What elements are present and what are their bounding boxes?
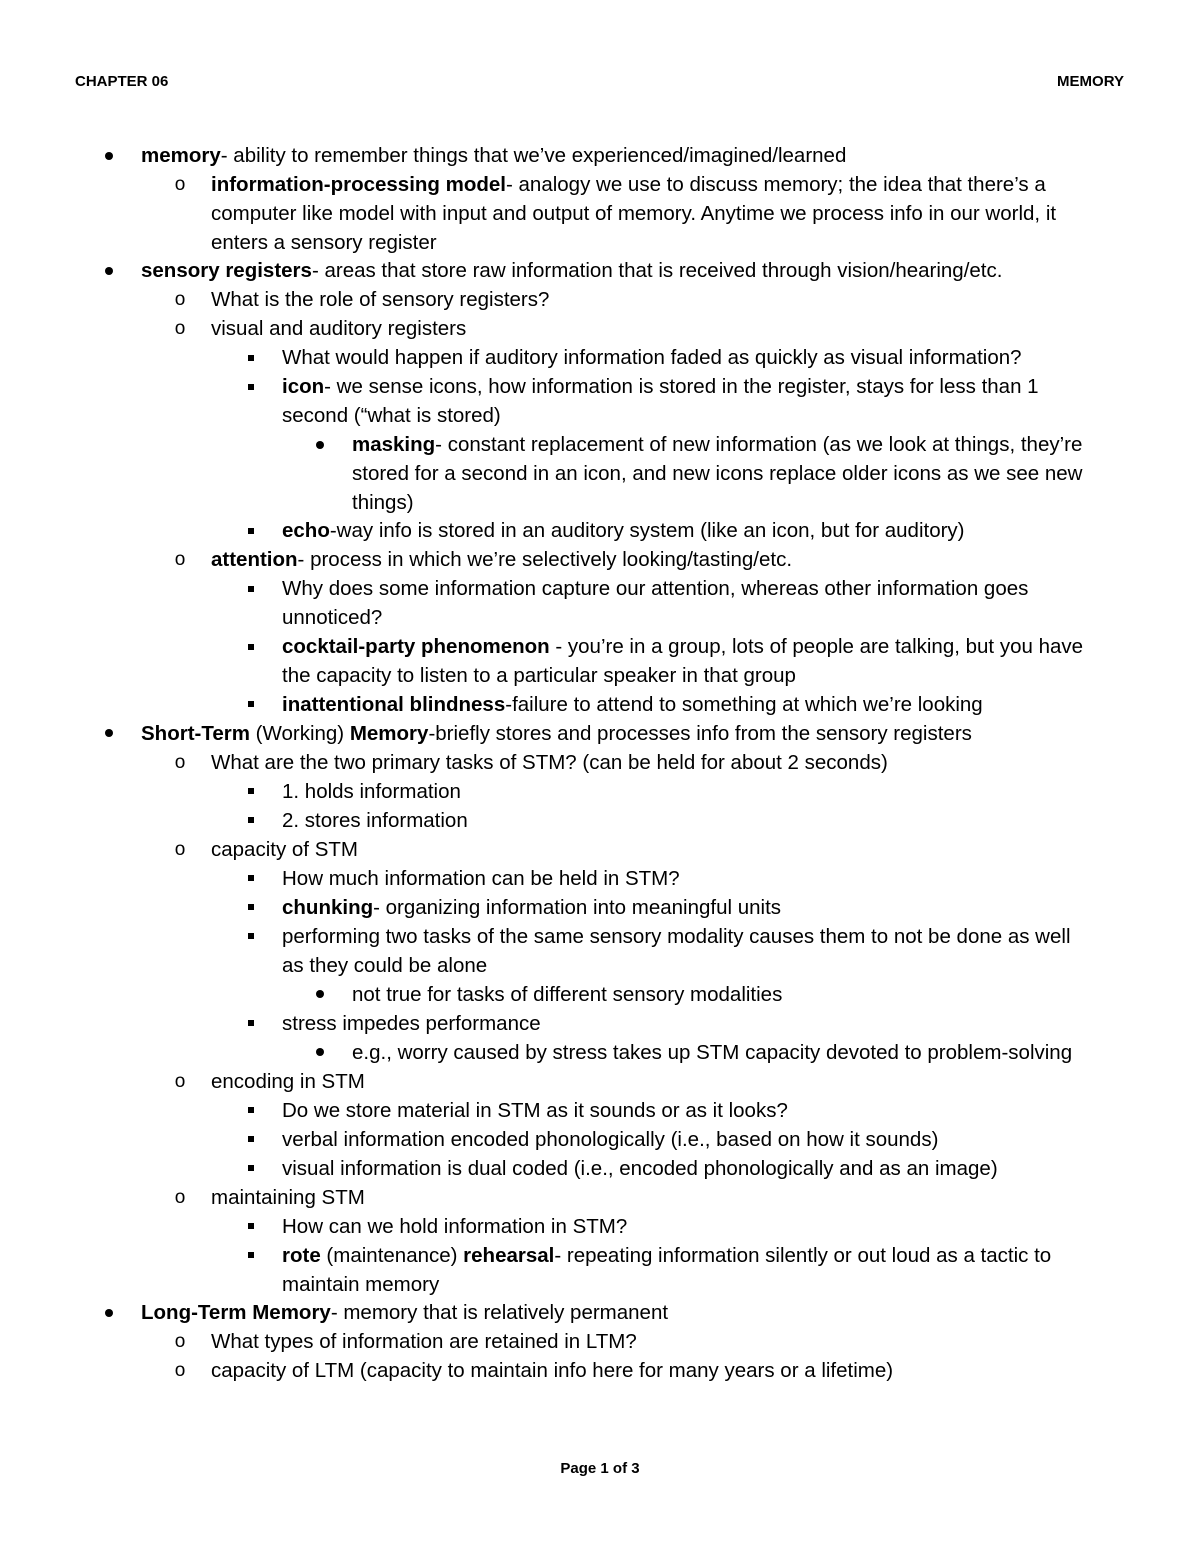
- outline-line-level-2: [0, 748, 1200, 777]
- term-bold: Memory: [349, 721, 429, 745]
- bullet-dot-icon: [313, 1038, 327, 1067]
- text-run: stored for a second in an icon, and new icons replace older icons as we see new: [352, 462, 1083, 486]
- line-text: [211, 545, 792, 574]
- outline-line-level-1: [0, 141, 1200, 170]
- term-bold: Long-Term Memory: [141, 1301, 331, 1325]
- text-run: - we sense icons, how information is stored in the register, stays for less than 1: [324, 375, 1039, 399]
- text-run: stress impedes performance: [282, 1011, 541, 1035]
- bullet-dot-icon: [102, 719, 116, 748]
- bullet-dot-icon: [102, 256, 116, 285]
- bullet-circle-icon: o: [174, 1331, 186, 1353]
- line-text: [211, 199, 1056, 228]
- bullet-square-icon: [244, 1154, 258, 1183]
- bullet-square-icon: [244, 864, 258, 893]
- outline-line-level-4: [0, 1038, 1200, 1067]
- line-text: [352, 430, 1082, 459]
- line-text: [282, 1009, 541, 1038]
- bullet-square-icon: [244, 806, 258, 835]
- bullet-square-icon: [244, 922, 258, 951]
- line-text: [211, 228, 437, 257]
- outline-line-level-2: [0, 1327, 1200, 1356]
- bullet-circle-icon: o: [174, 838, 186, 860]
- bullet-dot-icon: [102, 141, 116, 170]
- bullet-circle-icon: o: [174, 549, 186, 571]
- text-run: performing two tasks of the same sensory modality causes them to not be done as well: [282, 924, 1071, 948]
- outline-line-level-3: [0, 951, 1200, 980]
- line-text: [352, 980, 782, 1009]
- outline-line-level-3: [0, 603, 1200, 632]
- bullet-circle-icon: o: [174, 318, 186, 340]
- text-run: What are the two primary tasks of STM? (can be held for about 2 seconds): [211, 750, 888, 774]
- text-run: How much information can be held in STM?: [282, 866, 680, 890]
- line-text: [141, 719, 972, 748]
- line-text: [211, 1183, 365, 1212]
- bullet-circle-icon: o: [174, 1186, 186, 1208]
- line-text: [282, 372, 1039, 401]
- bullet-circle-icon: o: [174, 1070, 186, 1092]
- outline-line-level-1: [0, 719, 1200, 748]
- outline-line-level-4: [0, 980, 1200, 1009]
- line-text: [282, 951, 487, 980]
- outline-line-level-3: [0, 893, 1200, 922]
- text-run: -failure to attend to something at which we’re looking: [505, 692, 983, 716]
- line-text: [282, 893, 781, 922]
- text-run: computer like model with input and output of memory. Anytime we process info in our world, it: [211, 202, 1057, 225]
- text-run: the capacity to listen to a particular speaker in that group: [282, 664, 796, 688]
- text-run: (maintenance): [320, 1243, 464, 1267]
- bullet-square-icon: [244, 372, 258, 401]
- outline-line-level-3: [0, 690, 1200, 719]
- term-bold: rehearsal: [463, 1243, 555, 1267]
- outline-line-level-3: [0, 1270, 1200, 1299]
- notes-body: [0, 141, 1200, 1385]
- text-run: - process in which we’re selectively looking/tasting/etc.: [297, 548, 793, 572]
- text-run: as they could be alone: [282, 953, 488, 977]
- header-chapter: CHAPTER 06: [75, 73, 169, 90]
- text-run: (Working): [249, 721, 350, 745]
- line-text: [282, 922, 1071, 951]
- outline-line-level-1: [0, 1298, 1200, 1327]
- header-topic: MEMORY: [1057, 73, 1124, 90]
- term-bold: cocktail-party phenomenon: [282, 635, 550, 659]
- line-text: [211, 748, 888, 777]
- outline-line-level-3: [0, 1125, 1200, 1154]
- text-run: - constant replacement of new information (as we look at things, they’re: [435, 433, 1083, 457]
- outline-line-level-2: [0, 835, 1200, 864]
- outline-line-level-2: [0, 1356, 1200, 1385]
- text-run: How can we hold information in STM?: [282, 1214, 628, 1238]
- line-text: [211, 314, 466, 343]
- outline-line-level-1: [0, 256, 1200, 285]
- bullet-square-icon: [244, 893, 258, 922]
- text-run: - repeating information silently or out loud as a tactic to: [554, 1243, 1052, 1267]
- text-run: Do we store material in STM as it sounds or as it looks?: [282, 1098, 788, 1122]
- text-run: e.g., worry caused by stress takes up STM capacity devoted to problem-solving: [352, 1040, 1073, 1064]
- bullet-square-icon: [244, 690, 258, 719]
- text-run: things): [352, 490, 414, 514]
- line-text: [352, 1038, 1072, 1067]
- text-run: What would happen if auditory information faded as quickly as visual information?: [282, 346, 1022, 370]
- outline-line-level-3: [0, 1154, 1200, 1183]
- bullet-square-icon: [244, 1241, 258, 1270]
- line-text: [282, 574, 1028, 603]
- line-text: [211, 285, 549, 314]
- bullet-dot-icon: [313, 980, 327, 1009]
- line-text: [352, 459, 1082, 488]
- bullet-circle-icon: o: [174, 289, 186, 311]
- outline-line-level-2: [0, 170, 1200, 199]
- text-run: 1. holds information: [282, 779, 461, 803]
- outline-line-level-3: [0, 632, 1200, 661]
- text-run: - memory that is relatively permanent: [330, 1301, 669, 1325]
- line-text: [282, 603, 382, 632]
- term-bold: echo: [282, 519, 330, 543]
- text-run: second (“what is stored): [282, 404, 501, 428]
- text-run: - analogy we use to discuss memory; the idea that there’s a: [506, 173, 1046, 196]
- outline-line-level-2: [0, 199, 1200, 228]
- bullet-square-icon: [244, 574, 258, 603]
- line-text: [282, 516, 965, 545]
- text-run: unnoticed?: [282, 606, 383, 630]
- bullet-square-icon: [244, 516, 258, 545]
- text-run: 2. stores information: [282, 808, 468, 832]
- outline-line-level-3: [0, 806, 1200, 835]
- line-text: [282, 1096, 788, 1125]
- outline-line-level-3: [0, 1009, 1200, 1038]
- outline-line-level-3: [0, 516, 1200, 545]
- text-run: maintaining STM: [211, 1185, 365, 1209]
- outline-line-level-4: [0, 430, 1200, 459]
- line-text: [211, 835, 358, 864]
- outline-line-level-2: [0, 545, 1200, 574]
- term-bold: inattentional blindness: [282, 692, 506, 716]
- outline-line-level-3: [0, 1096, 1200, 1125]
- outline-line-level-2: [0, 285, 1200, 314]
- text-run: maintain memory: [282, 1272, 440, 1296]
- outline-line-level-3: [0, 864, 1200, 893]
- outline-line-level-2: [0, 228, 1200, 257]
- line-text: [211, 170, 1046, 199]
- text-run: - organizing information into meaningful units: [373, 895, 782, 919]
- outline-line-level-3: [0, 1212, 1200, 1241]
- outline-line-level-3: [0, 574, 1200, 603]
- line-text: [211, 1356, 893, 1385]
- text-run: - areas that store raw information that is received through vision/hearing/etc.: [311, 259, 1003, 283]
- outline-line-level-2: [0, 1183, 1200, 1212]
- outline-line-level-2: [0, 1067, 1200, 1096]
- line-text: [211, 1067, 365, 1096]
- term-bold: memory: [141, 144, 221, 167]
- line-text: [141, 1298, 668, 1327]
- outline-line-level-3: [0, 372, 1200, 401]
- bullet-dot-icon: [102, 1298, 116, 1327]
- text-run: What types of information are retained in LTM?: [211, 1330, 637, 1354]
- outline-line-level-4: [0, 488, 1200, 517]
- line-text: [352, 488, 414, 517]
- bullet-square-icon: [244, 632, 258, 661]
- term-bold: masking: [352, 433, 436, 457]
- bullet-circle-icon: o: [174, 1360, 186, 1382]
- outline-line-level-4: [0, 459, 1200, 488]
- text-run: -briefly stores and processes info from the sensory registers: [428, 721, 972, 745]
- outline-line-level-3: [0, 1241, 1200, 1270]
- line-text: [282, 343, 1022, 372]
- line-text: [282, 690, 983, 719]
- text-run: What is the role of sensory registers?: [211, 288, 550, 312]
- line-text: [282, 1270, 439, 1299]
- bullet-square-icon: [244, 1096, 258, 1125]
- line-text: [282, 1154, 998, 1183]
- bullet-square-icon: [244, 1212, 258, 1241]
- term-bold: rote: [282, 1243, 321, 1267]
- text-run: capacity of STM: [211, 837, 358, 861]
- text-run: -way info is stored in an auditory system (like an icon, but for auditory): [329, 519, 965, 543]
- text-run: not true for tasks of different sensory modalities: [352, 982, 783, 1006]
- text-run: Why does some information capture our attention, whereas other information goes: [282, 577, 1029, 601]
- text-run: - you’re in a group, lots of people are talking, but you have: [549, 635, 1084, 659]
- term-bold: Short-Term: [141, 721, 250, 745]
- line-text: [282, 632, 1083, 661]
- line-text: [282, 1125, 938, 1154]
- line-text: [282, 777, 461, 806]
- term-bold: attention: [211, 548, 298, 572]
- outline-line-level-3: [0, 922, 1200, 951]
- line-text: [211, 1327, 637, 1356]
- line-text: [282, 1212, 627, 1241]
- bullet-circle-icon: o: [174, 751, 186, 773]
- bullet-square-icon: [244, 777, 258, 806]
- page-number: Page 1 of 3: [560, 1460, 640, 1477]
- text-run: - ability to remember things that we’ve experienced/imagined/learned: [220, 144, 847, 167]
- bullet-square-icon: [244, 1125, 258, 1154]
- outline-line-level-3: [0, 661, 1200, 690]
- line-text: [282, 401, 501, 430]
- bullet-square-icon: [244, 1009, 258, 1038]
- line-text: [282, 661, 796, 690]
- line-text: [141, 256, 1002, 285]
- text-run: encoding in STM: [211, 1069, 365, 1093]
- line-text: [282, 806, 468, 835]
- bullet-square-icon: [244, 343, 258, 372]
- bullet-circle-icon: o: [174, 174, 186, 195]
- text-run: visual and auditory registers: [211, 317, 467, 341]
- term-bold: information-processing model: [211, 173, 506, 196]
- text-run: verbal information encoded phonologically (i.e., based on how it sounds): [282, 1127, 939, 1151]
- line-text: [282, 864, 680, 893]
- text-run: visual information is dual coded (i.e., encoded phonologically and as an image): [282, 1156, 998, 1180]
- term-bold: icon: [282, 375, 325, 399]
- text-run: capacity of LTM (capacity to maintain info here for many years or a lifetime): [211, 1359, 894, 1383]
- term-bold: sensory registers: [141, 259, 312, 283]
- outline-line-level-3: [0, 777, 1200, 806]
- text-run: enters a sensory register: [211, 230, 437, 254]
- line-text: [282, 1241, 1051, 1270]
- bullet-dot-icon: [313, 430, 327, 459]
- outline-line-level-3: [0, 343, 1200, 372]
- line-text: [141, 141, 846, 170]
- term-bold: chunking: [282, 895, 374, 919]
- outline-line-level-2: [0, 314, 1200, 343]
- outline-line-level-3: [0, 401, 1200, 430]
